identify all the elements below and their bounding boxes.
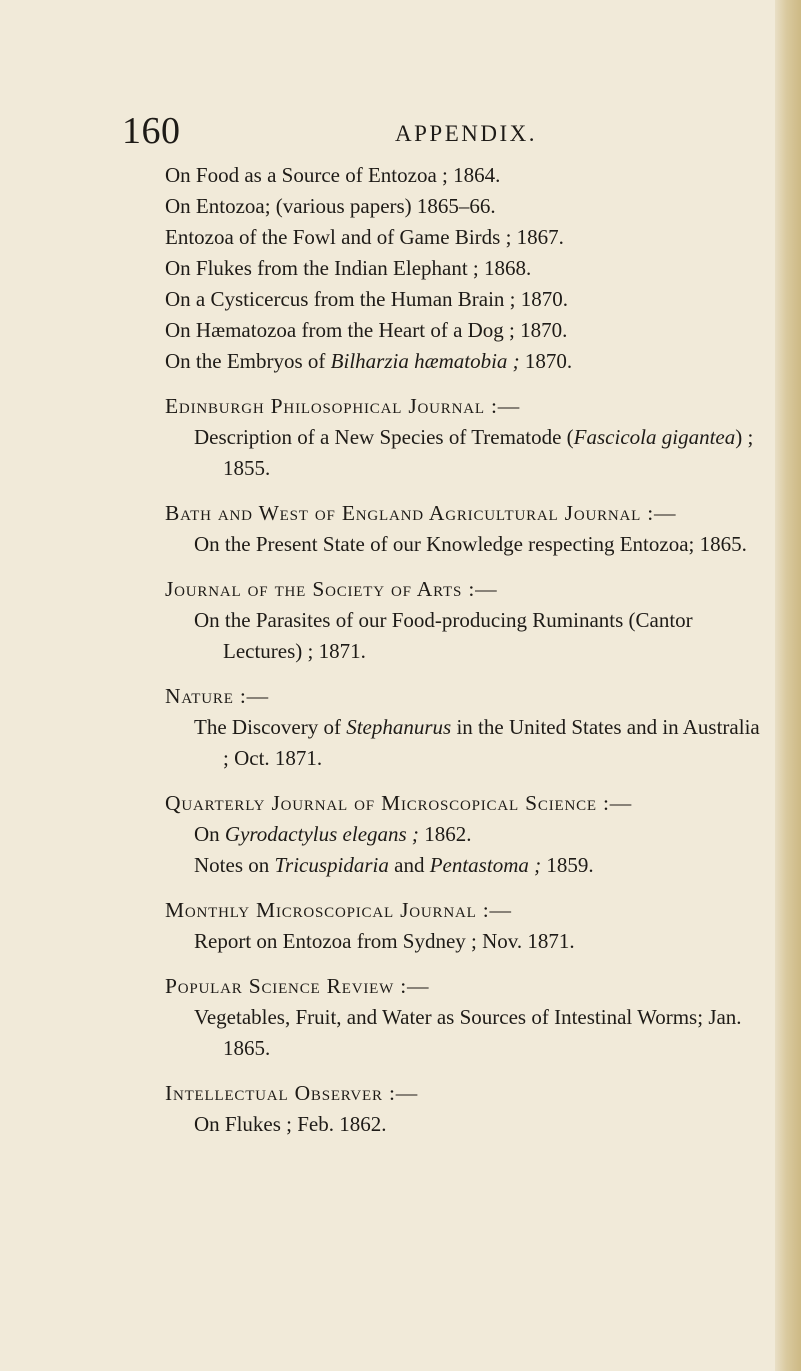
section-society-arts xyxy=(165,574,765,667)
section-heading: Monthly Microscopical Journal :— xyxy=(165,898,512,922)
list-item: The Discovery of Stephanurus in the United States and in Australia ; Oct. 1871. xyxy=(194,715,760,770)
list-item: On Flukes from the Indian Elephant ; 1868. xyxy=(165,256,532,280)
section-heading: Bath and West of England Agricultural Journal :— xyxy=(165,501,677,525)
bibliography-list xyxy=(165,160,765,1154)
list-item: On Hæmatozoa from the Heart of a Dog ; 1870. xyxy=(165,318,568,342)
section-monthly xyxy=(165,895,765,957)
section-nature xyxy=(165,681,765,774)
list-item: On Entozoa; (various papers) 1865–66. xyxy=(165,194,496,218)
section-intellectual-observer xyxy=(165,1078,765,1140)
section-heading: Quarterly Journal of Microscopical Science :— xyxy=(165,791,633,815)
list-item: On Food as a Source of Entozoa ; 1864. xyxy=(165,163,501,187)
list-item: On a Cysticercus from the Human Brain ; 1870. xyxy=(165,287,568,311)
section-heading: Journal of the Society of Arts :— xyxy=(165,577,498,601)
list-item: On Gyrodactylus elegans ; 1862. xyxy=(194,822,472,846)
list-item: Report on Entozoa from Sydney ; Nov. 1871. xyxy=(194,929,575,953)
list-item: Entozoa of the Fowl and of Game Birds ; 1867. xyxy=(165,225,564,249)
list-item: Notes on Tricuspidaria and Pentastoma ; 1859. xyxy=(194,853,594,877)
section-heading: Edinburgh Philosophical Journal :— xyxy=(165,394,521,418)
section-heading: Popular Science Review :— xyxy=(165,974,430,998)
list-item: On the Present State of our Knowledge respecting Entozoa; 1865. xyxy=(194,532,747,556)
section-popular-science xyxy=(165,971,765,1064)
list-item: On the Parasites of our Food-producing Ruminants (Cantor Lectures) ; 1871. xyxy=(194,608,693,663)
section-heading: Intellectual Observer :— xyxy=(165,1081,419,1105)
list-item: Description of a New Species of Trematode (Fascicola gigantea) ; 1855. xyxy=(194,425,754,480)
page-number: 160 xyxy=(122,110,181,152)
section-bath xyxy=(165,498,765,560)
section-untitled xyxy=(165,160,765,377)
section-edinburgh xyxy=(165,391,765,484)
running-head: APPENDIX. xyxy=(395,121,537,146)
list-item: Vegetables, Fruit, and Water as Sources of Intestinal Worms; Jan. 1865. xyxy=(194,1005,742,1060)
section-quarterly xyxy=(165,788,765,881)
section-heading: Nature :— xyxy=(165,684,269,708)
page-edge xyxy=(775,0,801,1371)
list-item: On Flukes ; Feb. 1862. xyxy=(194,1112,387,1136)
list-item: On the Embryos of Bilharzia hæmatobia ; 1870. xyxy=(165,349,573,373)
